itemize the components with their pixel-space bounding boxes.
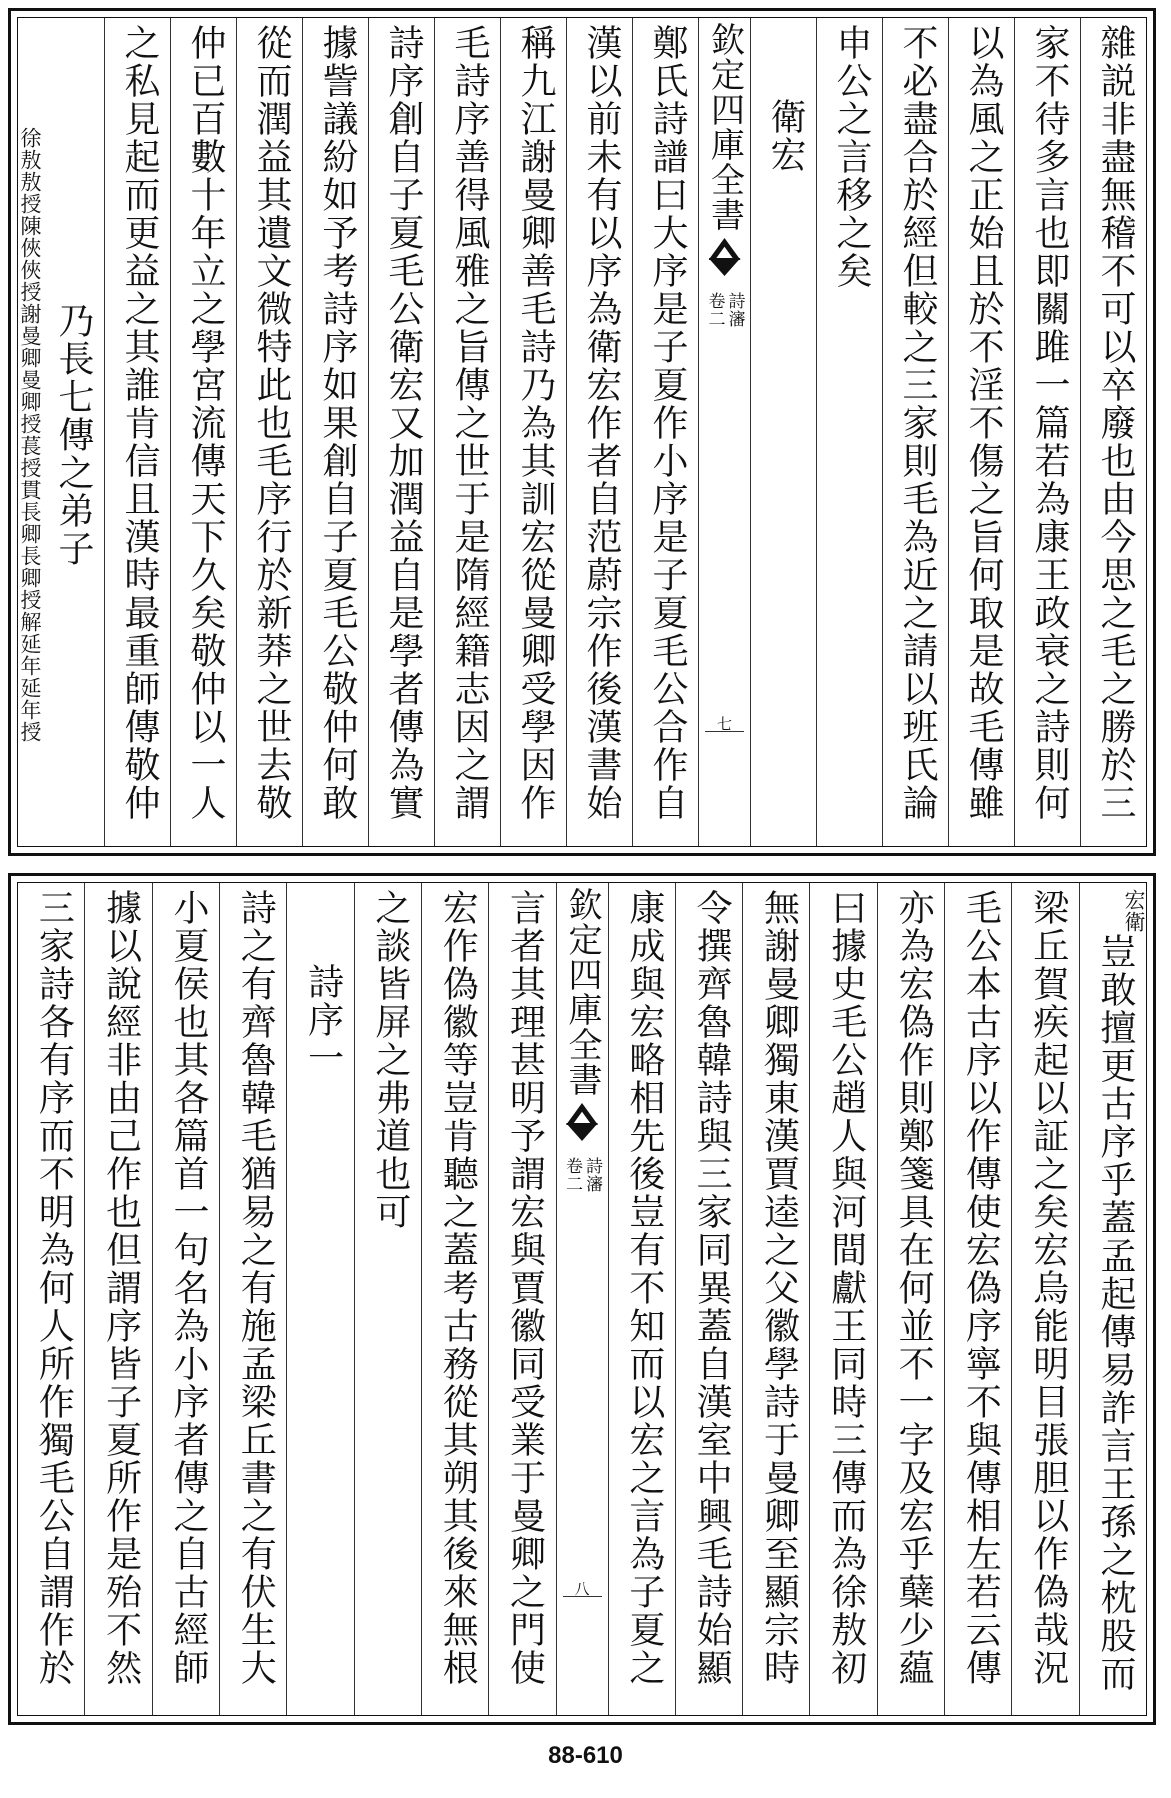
bottom-page-panel: [8, 873, 1156, 1725]
note-line-left: 徐敖敖授陳俠俠授謝曼卿曼卿授: [18, 127, 42, 435]
text-column: 稱九江謝曼卿善毛詩乃為其訓宏從曼卿受學因作: [500, 18, 566, 846]
text-column: 申公之言移之矣: [816, 18, 882, 846]
text-column: 據以說經非由己作也但謂序皆子夏所作是殆不然: [84, 883, 151, 1715]
top-page-panel: [8, 8, 1156, 856]
text-column: 鄭氏詩譜曰大序是子夏作小序是子夏毛公合作自: [632, 18, 698, 846]
text-column: 三家詩各有序而不明為何人所作獨毛公自謂作於: [33, 889, 75, 1687]
text-column: 曰據史毛公趙人與河間獻王同時三傳而為徐敖初: [809, 883, 876, 1715]
leaf-number: 七: [699, 713, 750, 734]
text-column: 從而潤益其遺文微特此也毛序行於新莽之世去敬: [236, 18, 302, 846]
interlinear-note: [1122, 889, 1146, 933]
text-column: 康成與宏略相先後豈有不知而以宏之言為子夏之: [608, 883, 675, 1715]
column-main-text: 豈敢擅更古序乎蓋孟起傳易詐言王孫之枕股而: [1095, 933, 1136, 1693]
book-title: 欽定四庫全書: [562, 887, 602, 1097]
text-column: 不必盡合於經但較之三家則毛為近之請以班氏論: [882, 18, 948, 846]
section-heading: 詩序一: [286, 883, 353, 1715]
top-page-columns: [18, 18, 1146, 846]
note-line-right: 衛: [1122, 911, 1146, 933]
text-column-with-note: [18, 18, 104, 846]
text-column-with-note: [1079, 883, 1146, 1715]
text-column: 之私見起而更益之其誰肯信且漢時最重師傳敬仲: [104, 18, 170, 846]
book-title: 欽定四庫全書: [704, 22, 745, 232]
text-column: 無謝曼卿獨東漢賈逵之父徽學詩于曼卿至顯宗時: [742, 883, 809, 1715]
bottom-page-frame: [17, 882, 1147, 1716]
note-line-left: 宏: [1122, 889, 1146, 911]
text-column: 宏作偽徽等豈肯聽之蓋考古務從其朔其後來無根: [421, 883, 488, 1715]
fold-meta: [706, 292, 744, 328]
text-column: 詩之有齊魯韓毛猶易之有施孟梁丘書之有伏生大: [219, 883, 286, 1715]
center-fold: [556, 883, 608, 1715]
work-title: 詩瀋: [582, 1157, 602, 1193]
volume-label: 卷二: [562, 1157, 582, 1193]
text-column: 亦為宏偽作則鄭箋具在何並不一字及宏乎蘖少藴: [877, 883, 944, 1715]
text-column: 據訾議紛如予考詩序如果創自子夏毛公敬仲何敢: [302, 18, 368, 846]
bottom-page-columns: [18, 883, 1146, 1715]
text-column: 梁丘賀疾起以証之矣宏烏能明目張胆以作偽哉況: [1011, 883, 1078, 1715]
column-main-text: 乃長七傳之弟子: [53, 302, 94, 568]
interlinear-note: [18, 127, 42, 743]
leaf-number: 八: [557, 1578, 608, 1599]
fish-tail-mark-icon: [562, 1103, 602, 1143]
text-column: 言者其理甚明予謂宏與賈徽同受業于曼卿之門使: [488, 883, 555, 1715]
volume-label: 卷二: [704, 292, 725, 328]
fish-tail-mark-icon: [705, 238, 745, 278]
text-column: 小夏侯也其各篇首一句名為小序者傳之自古經師: [152, 883, 219, 1715]
text-column: 以為風之正始且於不淫不傷之旨何取是故毛傳雖: [948, 18, 1014, 846]
text-column: 詩序創自子夏毛公衛宏又加潤益自是學者傳為實: [368, 18, 434, 846]
text-column: 令撰齊魯韓詩與三家同異蓋自漢室中興毛詩始顯: [675, 883, 742, 1715]
text-column: 雜説非盡無稽不可以卒廢也由今思之毛之勝於三: [1080, 18, 1146, 846]
note-line-right: 萇授貫長卿長卿授解延年延年授: [18, 435, 42, 743]
text-column: 毛詩序善得風雅之旨傳之世于是隋經籍志因之謂: [434, 18, 500, 846]
text-column: 之談皆屏之弗道也可: [354, 883, 421, 1715]
page-number: 88-610: [548, 1742, 623, 1769]
center-fold: [698, 18, 750, 846]
work-title: 詩瀋: [724, 292, 745, 328]
text-column: 毛公本古序以作傳使宏偽序寧不與傳相左若云傳: [944, 883, 1011, 1715]
fold-meta: [563, 1157, 601, 1193]
text-column: 漢以前未有以序為衛宏作者自范蔚宗作後漢書始: [566, 18, 632, 846]
top-page-frame: [17, 17, 1147, 847]
section-heading: 衛宏: [750, 18, 816, 846]
text-column: 仲已百數十年立之學宮流傳天下久矣敬仲以一人: [170, 18, 236, 846]
text-column: 家不待多言也即關雎一篇若為康王政衰之詩則何: [1014, 18, 1080, 846]
